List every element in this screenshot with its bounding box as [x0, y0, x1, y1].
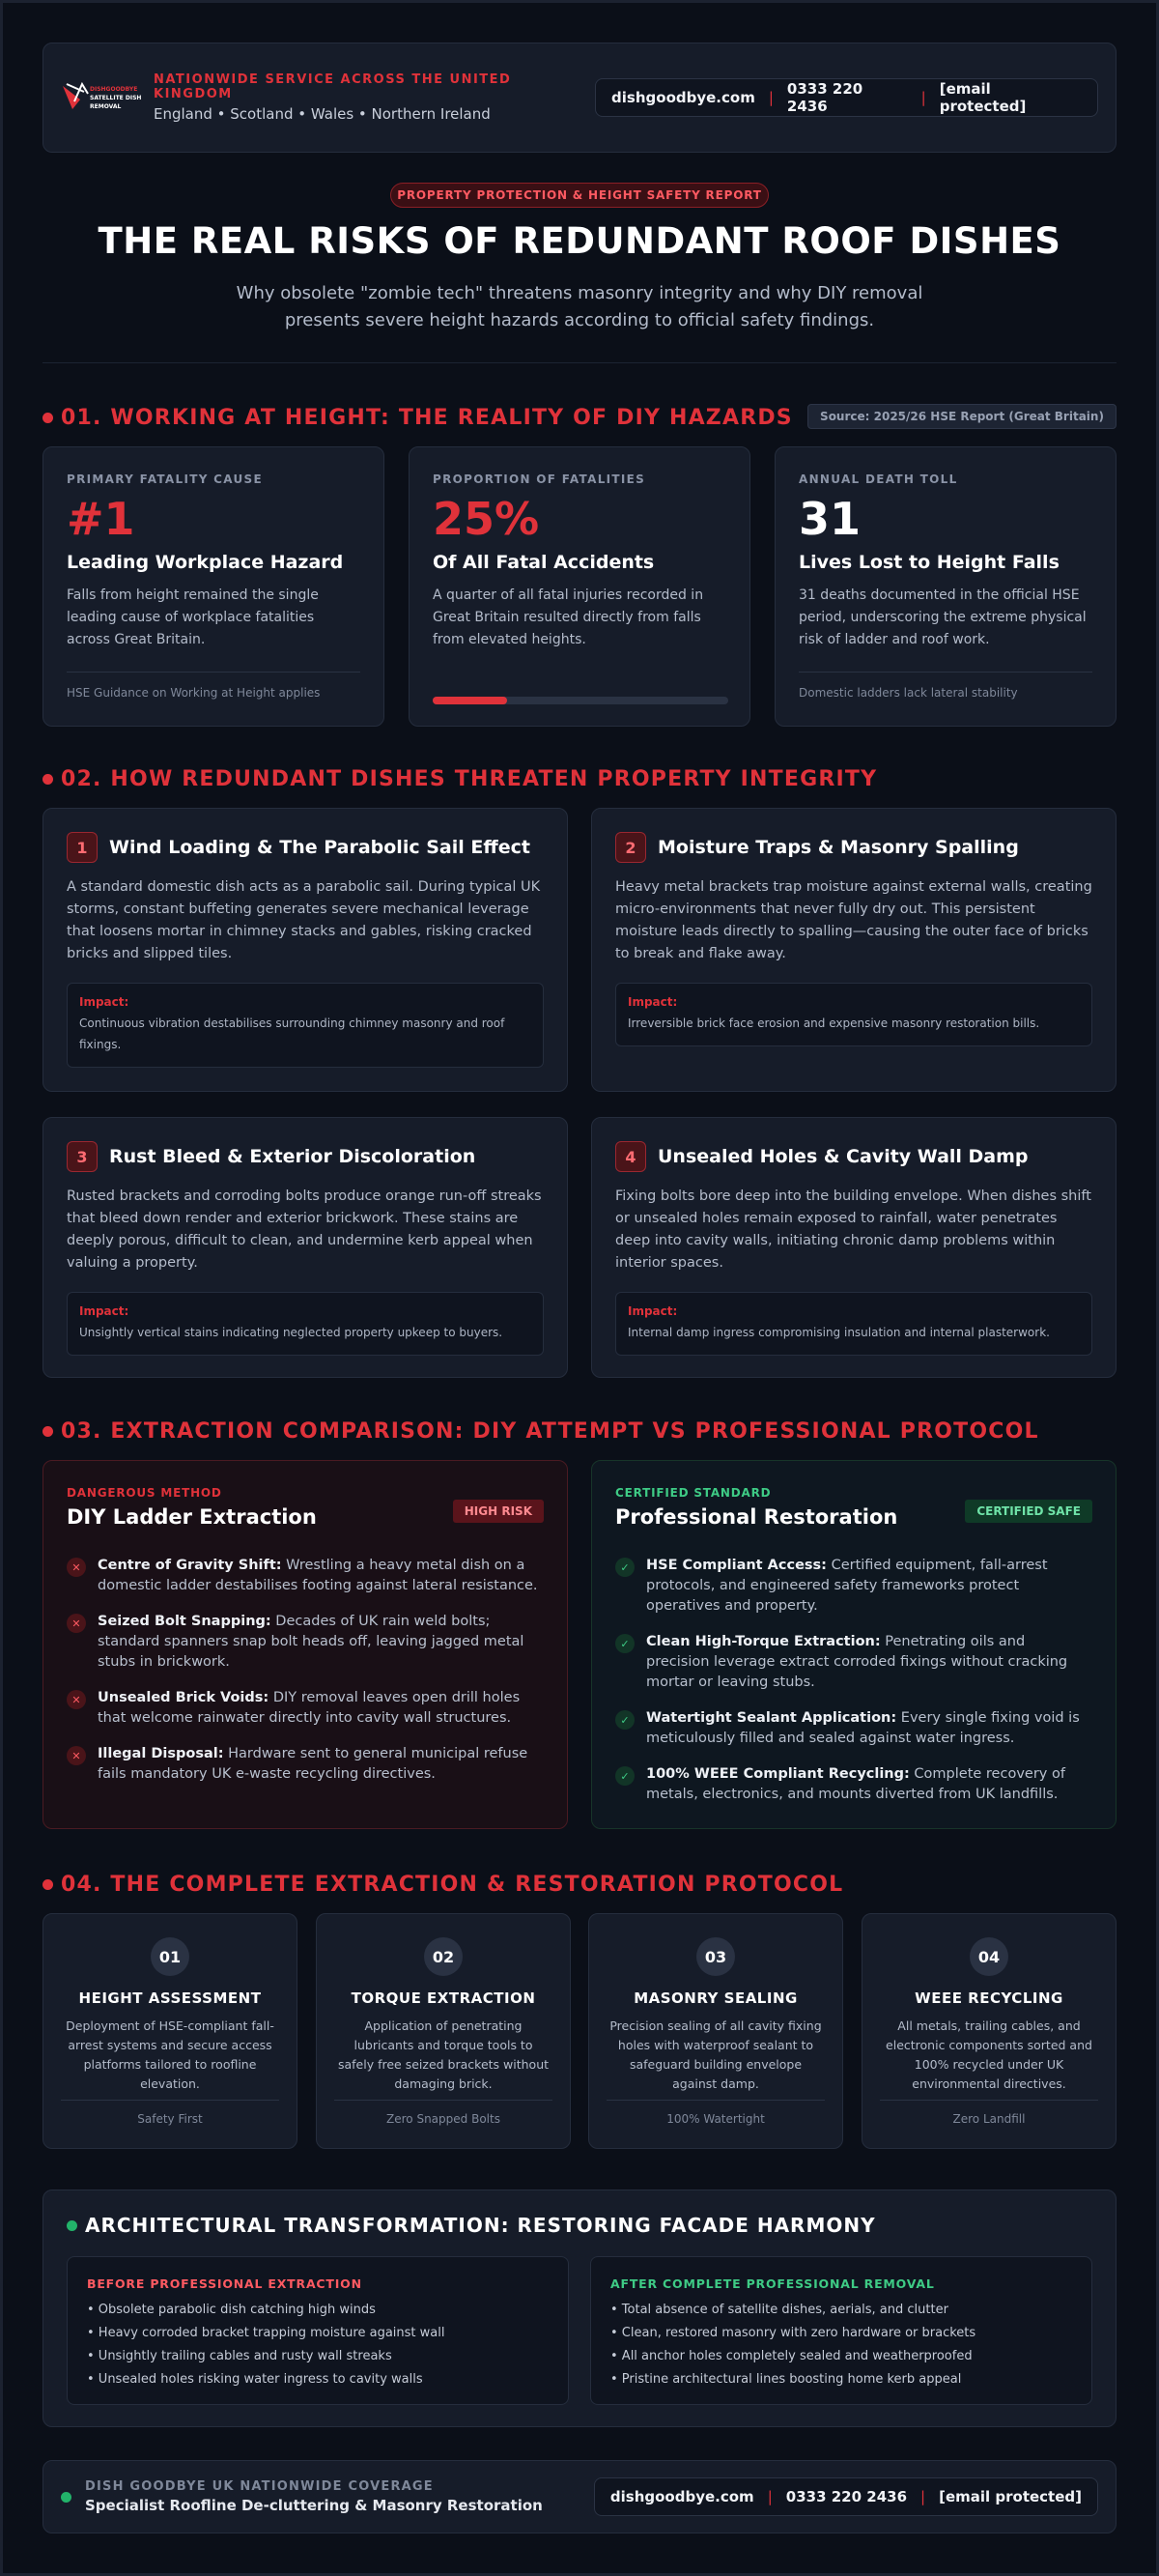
progress-bar [433, 697, 728, 704]
stat-heading: Lives Lost to Height Falls [799, 552, 1060, 573]
site-link[interactable]: dishgoodbye.com [611, 89, 755, 106]
item-bold: Illegal Disposal: [98, 1746, 224, 1761]
before-box [67, 2256, 569, 2405]
protocol-step [862, 1913, 1117, 2149]
bullet-dot [42, 413, 53, 423]
progress-fill [433, 697, 507, 704]
site-header [42, 43, 1117, 153]
status-dot [61, 2492, 71, 2503]
step-title: WEEE RECYCLING [915, 1989, 1063, 2007]
protocol-step [316, 1913, 571, 2149]
item-text: Certified equipment, fall-arrest protocols, and engineered safety frameworks protect operatives and property. [646, 1558, 1048, 1614]
professional-comparison-card [591, 1460, 1117, 1829]
separator: | [920, 89, 926, 106]
list-item [615, 1708, 1092, 1749]
impact-text: Irreversible brick face erosion and expensive masonry restoration bills. [628, 1016, 1040, 1030]
after-box [590, 2256, 1092, 2405]
contact-bar [595, 78, 1098, 117]
separator: | [768, 89, 774, 106]
divider [42, 362, 1117, 363]
stat-footer: HSE Guidance on Working at Height applies [67, 672, 360, 700]
section-2-heading [42, 767, 877, 791]
bullet-dot [42, 774, 53, 785]
section-4-heading [42, 1873, 843, 1897]
check-icon: ✓ [615, 1766, 635, 1786]
step-text: Precision sealing of all cavity fixing holes with waterproof sealant to safeguard building envelope against damp. [609, 2018, 822, 2091]
list-item [615, 1764, 1092, 1805]
risk-text: Fixing bolts bore deep into the building envelope. When dishes shift or unsealed holes remain exposed to rainfall, water penetrates deep into cavity walls, initiating chronic damp problems within interior spaces. [615, 1188, 1091, 1271]
item-bold: Seized Bolt Snapping: [98, 1614, 271, 1629]
risk-card [42, 808, 568, 1092]
stat-label: PROPORTION OF FATALITIES [433, 472, 646, 486]
method-label: DANGEROUS METHOD [67, 1486, 222, 1500]
step-text: Application of penetrating lubricants and torque tools to safely free seized brackets without damaging brick. [337, 2018, 550, 2091]
transformation-title: ARCHITECTURAL TRANSFORMATION: RESTORING FACADE HARMONY [85, 2214, 876, 2237]
risk-title: Unsealed Holes & Cavity Wall Damp [658, 1146, 1029, 1167]
page-title: THE REAL RISKS OF REDUNDANT ROOF DISHES [98, 220, 1061, 262]
source-badge: Source: 2025/26 HSE Report (Great Britain) [807, 404, 1117, 429]
svg-text:SATELLITE DISH: SATELLITE DISH [90, 95, 142, 101]
stat-value: 25% [433, 493, 540, 545]
svg-text:DISHGOODBYE: DISHGOODBYE [90, 86, 138, 93]
list-item: • Clean, restored masonry with zero hardware or brackets [610, 2326, 976, 2340]
stat-text: A quarter of all fatal injuries recorded in Great Britain resulted directly from falls from elevated heights. [433, 587, 704, 647]
item-bold: Watertight Sealant Application: [646, 1710, 897, 1726]
risk-card [42, 1117, 568, 1378]
risk-title: Rust Bleed & Exterior Discoloration [109, 1146, 476, 1167]
step-number: 01 [151, 1937, 189, 1976]
method-label: CERTIFIED STANDARD [615, 1486, 772, 1500]
risk-text: A standard domestic dish acts as a parabolic sail. During typical UK storms, constant buffeting generates severe mechanical leverage that loosens mortar in chimney stacks and gables, risking cracked bricks and slipped tiles. [67, 879, 541, 961]
step-text: All metals, trailing cables, and electronic components sorted and 100% recycled under UK environmental directives. [886, 2018, 1092, 2091]
site-link[interactable]: dishgoodbye.com [609, 2488, 754, 2505]
separator: | [920, 2488, 926, 2505]
cross-icon: ✕ [67, 1614, 86, 1633]
regions: England • Scotland • Wales • Northern Ireland [154, 105, 491, 123]
impact-label: Impact: [628, 995, 678, 1009]
bullet-dot [67, 2220, 77, 2231]
bullet-dot [42, 1426, 53, 1437]
stat-text: 31 deaths documented in the official HSE period, underscoring the extreme physical risk of ladder and roof work. [799, 587, 1087, 647]
list-item: • Unsightly trailing cables and rusty wall streaks [87, 2349, 392, 2363]
risk-text: Heavy metal brackets trap moisture against external walls, creating micro-environments that never fully dry out. This persistent moisture leads directly to spalling—causing the outer face of bricks to break and flake away. [615, 879, 1092, 961]
before-label: BEFORE PROFESSIONAL EXTRACTION [87, 2276, 362, 2291]
cross-icon: ✕ [67, 1746, 86, 1765]
step-footer: Safety First [61, 2100, 279, 2126]
impact-box [67, 1292, 544, 1356]
step-footer: 100% Watertight [607, 2100, 825, 2126]
stat-value: #1 [67, 493, 135, 545]
item-text: Hardware sent to general municipal refuse fails mandatory UK e-waste recycling directives. [98, 1746, 528, 1782]
list-item: • Obsolete parabolic dish catching high winds [87, 2303, 376, 2317]
step-number: 03 [696, 1937, 735, 1976]
impact-text: Unsightly vertical stains indicating neglected property upkeep to buyers. [79, 1326, 503, 1339]
risk-card [591, 808, 1117, 1092]
stat-label: ANNUAL DEATH TOLL [799, 472, 958, 486]
step-footer: Zero Landfill [880, 2100, 1098, 2126]
item-text: DIY removal leaves open drill holes that welcome rainwater directly into cavity wall structures. [98, 1690, 521, 1726]
risk-title: Moisture Traps & Masonry Spalling [658, 837, 1019, 858]
step-title: TORQUE EXTRACTION [351, 1989, 536, 2007]
check-icon: ✓ [615, 1634, 635, 1653]
section-title: 02. HOW REDUNDANT DISHES THREATEN PROPERTY INTEGRITY [61, 767, 878, 791]
list-item [67, 1688, 544, 1729]
email-link[interactable]: [email protected] [939, 2488, 1082, 2505]
contact-bar [594, 2477, 1098, 2516]
risk-number: 1 [67, 832, 98, 863]
impact-box [615, 983, 1092, 1046]
step-text: Deployment of HSE-compliant fall-arrest systems and secure access platforms tailored to roofline elevation. [66, 2018, 274, 2091]
step-number: 04 [970, 1937, 1008, 1976]
risk-number: 2 [615, 832, 646, 863]
item-bold: Unsealed Brick Voids: [98, 1690, 269, 1705]
tagline: NATIONWIDE SERVICE ACROSS THE UNITED KINGDOM [154, 72, 512, 101]
list-item: • Total absence of satellite dishes, aerials, and clutter [610, 2303, 948, 2317]
section-title: 04. THE COMPLETE EXTRACTION & RESTORATION PROTOCOL [61, 1873, 844, 1897]
section-title: 01. WORKING AT HEIGHT: THE REALITY OF DIY HAZARDS [61, 406, 793, 430]
item-text: Wrestling a heavy metal dish on a domestic ladder destabilises footing against lateral resistance. [98, 1558, 538, 1593]
risk-title: Wind Loading & The Parabolic Sail Effect [109, 837, 530, 858]
item-text: Complete recovery of metals, electronics, and mounts diverted from UK landfills. [646, 1766, 1065, 1802]
impact-box [615, 1292, 1092, 1356]
list-item [615, 1632, 1092, 1693]
stat-value: 31 [799, 493, 862, 545]
list-item [67, 1612, 544, 1673]
risk-number: 3 [67, 1141, 98, 1172]
footer-specialism: Specialist Roofline De-cluttering & Masonry Restoration [85, 2497, 543, 2514]
list-item [67, 1556, 544, 1596]
phone-link[interactable]: 0333 220 2436 [786, 80, 863, 115]
stat-card [42, 446, 384, 727]
impact-label: Impact: [79, 1304, 129, 1318]
stat-heading: Of All Fatal Accidents [433, 552, 655, 573]
diy-comparison-card [42, 1460, 568, 1829]
step-footer: Zero Snapped Bolts [334, 2100, 552, 2126]
impact-label: Impact: [79, 995, 129, 1009]
list-item: • All anchor holes completely sealed and weatherproofed [610, 2349, 973, 2363]
footer-coverage: DISH GOODBYE UK NATIONWIDE COVERAGE [85, 2479, 434, 2494]
risk-card [591, 1117, 1117, 1378]
high-risk-badge: HIGH RISK [453, 1500, 544, 1523]
item-text: Penetrating oils and precision leverage extract corroded fixings without cracking mortar or leaving stubs. [646, 1634, 1068, 1690]
method-title: DIY Ladder Extraction [67, 1505, 317, 1529]
step-title: MASONRY SEALING [634, 1989, 798, 2007]
protocol-step [588, 1913, 843, 2149]
list-item: • Unsealed holes risking water ingress to cavity walls [87, 2372, 423, 2387]
item-bold: 100% WEEE Compliant Recycling: [646, 1766, 910, 1782]
transformation-panel [42, 2190, 1117, 2427]
svg-text:REMOVAL: REMOVAL [90, 103, 122, 110]
site-footer [42, 2460, 1117, 2533]
bullet-dot [42, 1879, 53, 1890]
separator: | [767, 2488, 773, 2505]
stat-heading: Leading Workplace Hazard [67, 552, 344, 573]
email-link[interactable]: [email protected] [939, 80, 1027, 115]
phone-link[interactable]: 0333 220 2436 [785, 2488, 908, 2505]
step-number: 02 [424, 1937, 463, 1976]
item-bold: HSE Compliant Access: [646, 1558, 827, 1573]
stat-footer: Domestic ladders lack lateral stability [799, 672, 1092, 700]
after-label: AFTER COMPLETE PROFESSIONAL REMOVAL [610, 2276, 935, 2291]
impact-text: Continuous vibration destabilises surrounding chimney masonry and roof fixings. [79, 1016, 505, 1051]
list-item [615, 1556, 1092, 1617]
impact-box [67, 983, 544, 1068]
impact-label: Impact: [628, 1304, 678, 1318]
cross-icon: ✕ [67, 1690, 86, 1709]
item-text: Every single fixing void is meticulously filled and sealed against water ingress. [646, 1710, 1080, 1746]
stat-text: Falls from height remained the single leading cause of workplace fatalities across Great Britain. [67, 587, 319, 647]
section-3-heading [42, 1419, 1039, 1444]
company-logo[interactable] [61, 80, 142, 115]
list-item: • Heavy corroded bracket trapping moisture against wall [87, 2326, 445, 2340]
step-title: HEIGHT ASSESSMENT [78, 1989, 262, 2007]
protocol-step [42, 1913, 297, 2149]
stat-card [775, 446, 1117, 727]
item-bold: Centre of Gravity Shift: [98, 1558, 282, 1573]
method-title: Professional Restoration [615, 1505, 898, 1529]
list-item [67, 1744, 544, 1785]
impact-text: Internal damp ingress compromising insulation and internal plasterwork. [628, 1326, 1050, 1339]
certified-safe-badge: CERTIFIED SAFE [965, 1500, 1092, 1523]
check-icon: ✓ [615, 1710, 635, 1730]
item-text: Decades of UK rain weld bolts; standard spanners snap bolt heads off, leaving jagged metal stubs in brickwork. [98, 1614, 524, 1670]
item-bold: Clean High-Torque Extraction: [646, 1634, 881, 1649]
cross-icon: ✕ [67, 1558, 86, 1577]
risk-text: Rusted brackets and corroding bolts produce orange run-off streaks that bleed down render and exterior brickwork. These stains are deeply porous, difficult to clean, and undermine kerb appeal when valuing a property. [67, 1188, 542, 1271]
list-item: • Pristine architectural lines boosting home kerb appeal [610, 2372, 962, 2387]
stat-card [409, 446, 750, 727]
page-subtitle: Why obsolete "zombie tech" threatens masonry integrity and why DIY removal presents severe height hazards according to official safety findings. [236, 283, 923, 330]
check-icon: ✓ [615, 1558, 635, 1577]
report-pill: PROPERTY PROTECTION & HEIGHT SAFETY REPORT [390, 183, 769, 208]
section-title: 03. EXTRACTION COMPARISON: DIY ATTEMPT VS PROFESSIONAL PROTOCOL [61, 1419, 1039, 1444]
risk-number: 4 [615, 1141, 646, 1172]
stat-label: PRIMARY FATALITY CAUSE [67, 472, 263, 486]
section-1-heading [42, 406, 793, 430]
